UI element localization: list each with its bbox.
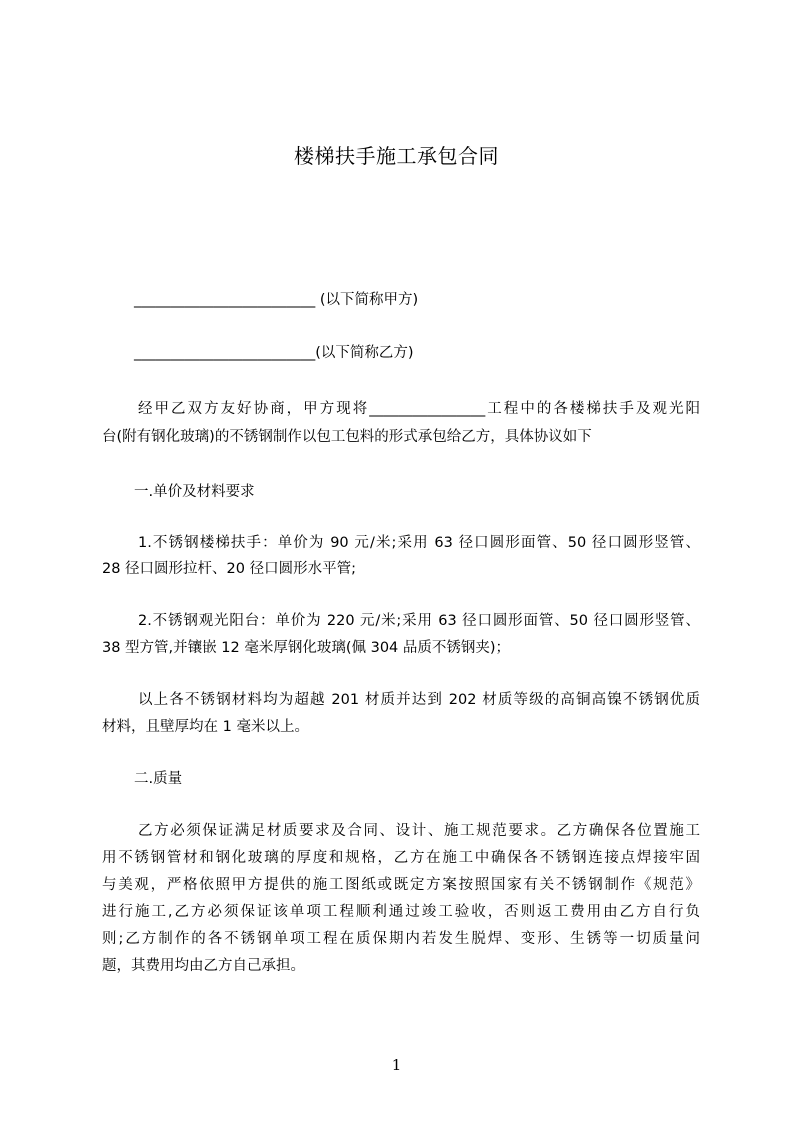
item-2-line: 38 型方管,并镶嵌 12 毫米厚钢化玻璃(佩 304 品质不锈钢夹)； [102, 640, 511, 656]
section-heading: 一.单价及材料要求 [134, 484, 255, 500]
item-1-line: 28 径口圆形拉杆、20 径口圆形水平管; [102, 561, 357, 577]
quality-paragraph-line: 乙方必须保证满足材质要求及合同、设计、施工规范要求。乙方确保各位置施工 [138, 823, 700, 839]
quality-paragraph-line: 用不锈钢管材和钢化玻璃的厚度和规格，乙方在施工中确保各不锈钢连接点焊接牢固 [102, 850, 700, 866]
intro-paragraph-line: 台(附有钢化玻璃)的不锈钢制作以包工包料的形式承包给乙方，具体协议如下 [102, 429, 592, 445]
material-paragraph-line: 以上各不锈钢材料均为超越 201 材质并达到 202 材质等级的高铜高镍不锈钢优质 [138, 692, 700, 708]
quality-paragraph-line: 题，其费用均由乙方自己承担。 [102, 958, 305, 974]
section-heading: 二.质量 [134, 771, 183, 787]
quality-paragraph-line: 则;乙方制作的各不锈钢单项工程在质保期内若发生脱焊、变形、生锈等一切质量问 [102, 931, 700, 947]
page-number: 1 [391, 1056, 402, 1074]
quality-paragraph-line: 与美观，严格依照甲方提供的施工图纸或既定方案按照国家有关不锈钢制作《规范》 [102, 877, 700, 893]
material-paragraph-line: 材料，且壁厚均在 1 毫米以上。 [102, 719, 309, 735]
item-1-line: 1.不锈钢楼梯扶手：单价为 90 元/米;采用 63 径口圆形面管、50 径口圆形竖管、 [138, 535, 700, 551]
intro-paragraph-line: 经甲乙双方友好协商，甲方现将________________工程中的各楼梯扶手及观光阳 [138, 401, 700, 417]
item-2-line: 2.不锈钢观光阳台：单价为 220 元/米;采用 63 径口圆形面管、50 径口圆形竖管、 [138, 613, 700, 629]
party-b-line: _________________________(以下简称乙方) [134, 345, 414, 361]
party-a-line: _________________________ (以下简称甲方) [134, 292, 419, 308]
document-title: 楼梯扶手施工承包合同 [294, 144, 499, 168]
quality-paragraph-line: 进行施工,乙方必须保证该单项工程顺利通过竣工验收，否则返工费用由乙方自行负 [102, 904, 700, 920]
